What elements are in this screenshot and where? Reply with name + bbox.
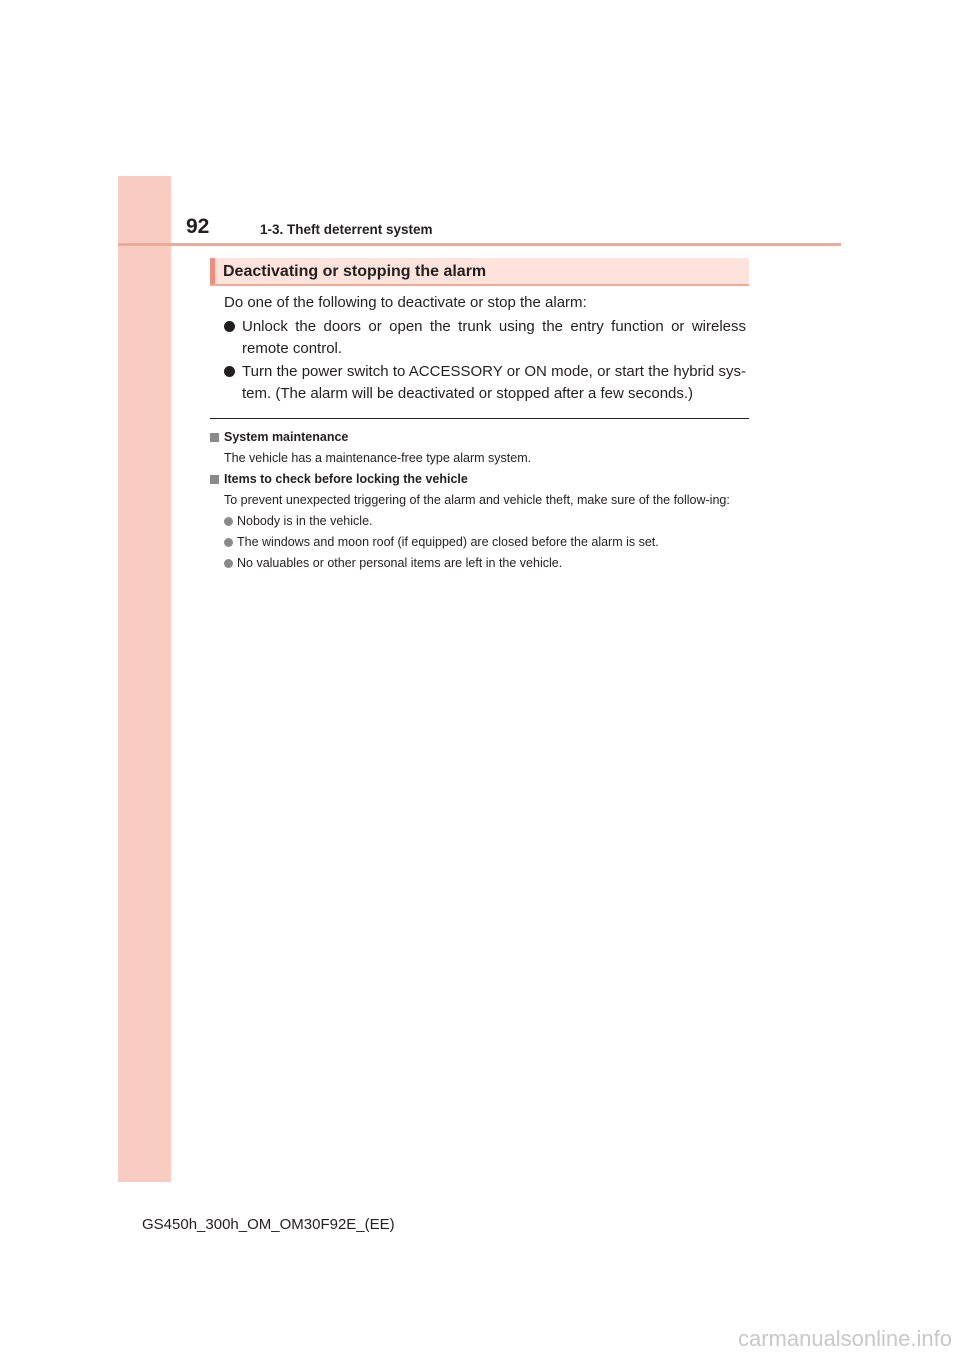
list-item (224, 361, 746, 405)
list-item-text: No valuables or other personal items are left in the vehicle. (237, 556, 563, 570)
list-item (224, 513, 746, 529)
side-band (118, 176, 171, 1182)
section-heading: Deactivating or stopping the alarm (223, 263, 487, 280)
note-body: The vehicle has a maintenance-free type alarm system. (224, 451, 532, 465)
note-body: To prevent unexpected triggering of the alarm and vehicle theft, make sure of the follow-ing: (224, 493, 730, 507)
section-heading-band (210, 258, 749, 286)
intro-text: Do one of the following to deactivate or stop the alarm: (224, 294, 587, 311)
bullet-icon (224, 366, 235, 377)
list-item-text: Nobody is in the vehicle. (237, 514, 373, 528)
list-item-text: The windows and moon roof (if equipped) are closed before the alarm is set. (237, 535, 659, 549)
header-rule (118, 243, 841, 246)
footer-doc-code: GS450h_300h_OM_OM30F92E_(EE) (142, 1216, 395, 1233)
bullet-icon (224, 559, 233, 568)
watermark: carmanualsonline.info (737, 1326, 952, 1351)
section-title: 1-3. Theft deterrent system (260, 222, 433, 237)
notes-section (210, 429, 746, 571)
bullet-icon (224, 538, 233, 547)
section-divider (210, 418, 749, 419)
main-bullet-list (224, 316, 746, 406)
bullet-icon (224, 517, 233, 526)
list-item (224, 555, 746, 571)
square-bullet-icon (210, 433, 219, 442)
check-list (210, 513, 746, 571)
note-heading-text: Items to check before locking the vehicle (224, 472, 468, 486)
note-heading-system-maintenance (210, 429, 746, 446)
list-item-text: Unlock the doors or open the trunk using the entry function or wireless remote control. (242, 318, 746, 357)
note-heading-items-to-check (210, 471, 746, 488)
page-number: 92 (186, 215, 210, 238)
square-bullet-icon (210, 475, 219, 484)
list-item (224, 534, 746, 550)
bullet-icon (224, 321, 235, 332)
list-item (224, 316, 746, 360)
list-item-text: Turn the power switch to ACCESSORY or ON mode, or start the hybrid sys-tem. (The alarm will be deactivated or stopped after a few seconds.) (242, 363, 746, 402)
note-heading-text: System maintenance (224, 430, 349, 444)
